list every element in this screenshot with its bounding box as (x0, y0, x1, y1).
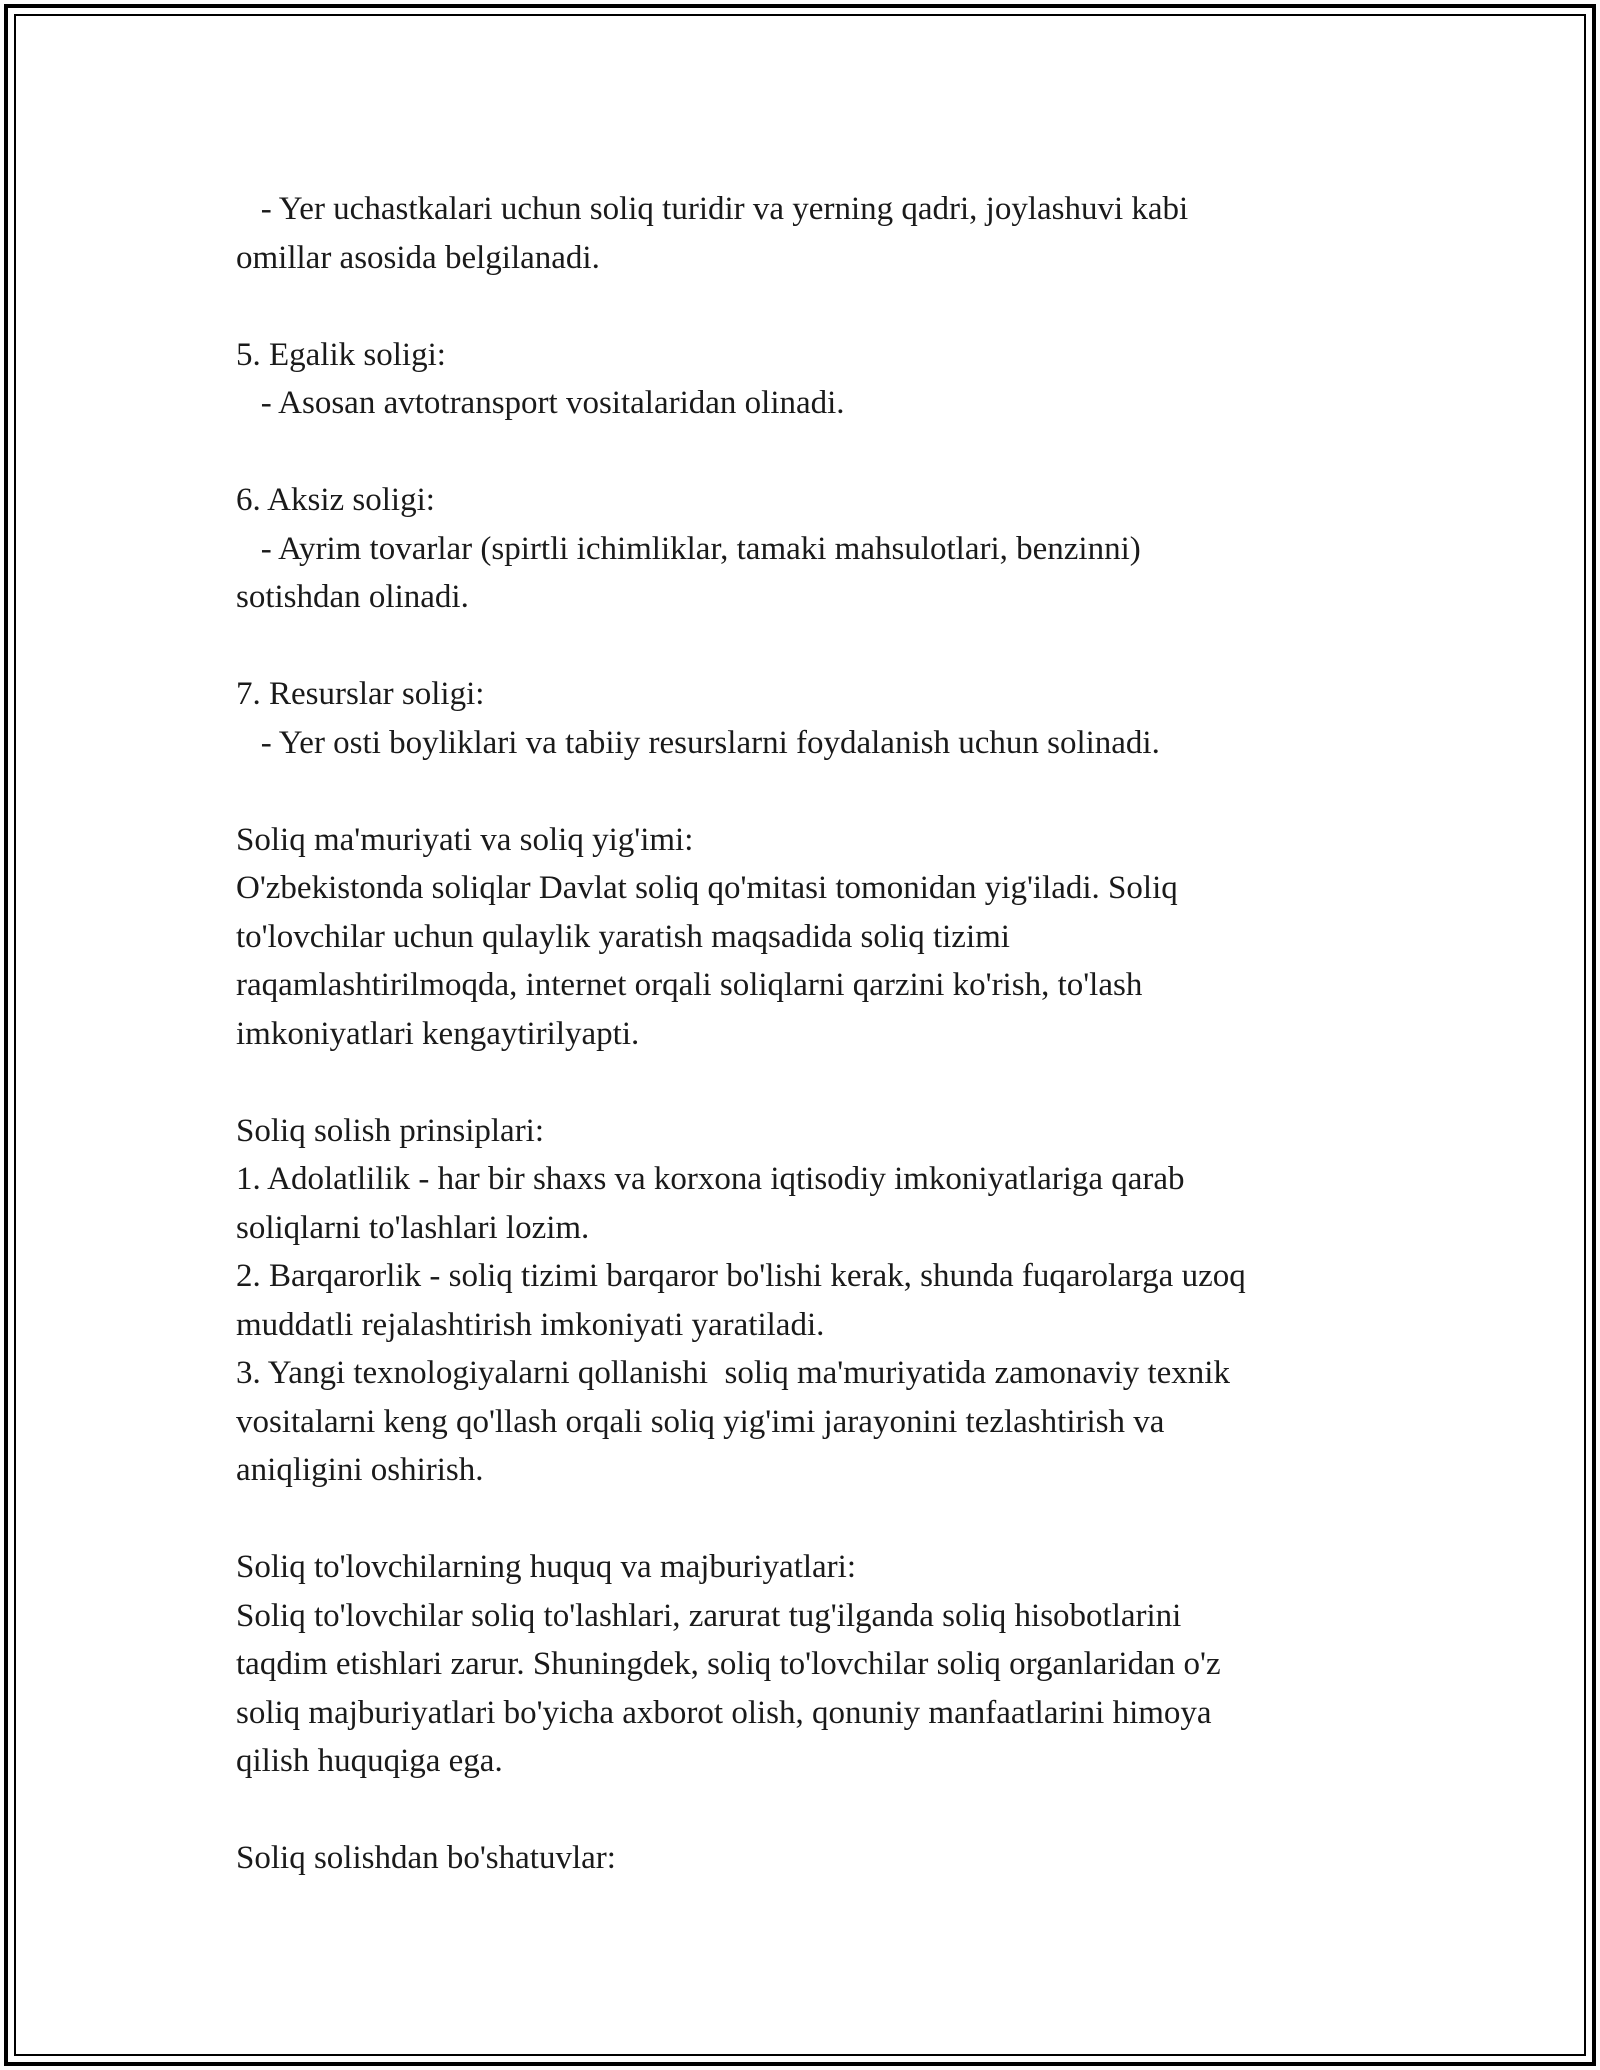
text-line: raqamlashtirilmoqda, internet orqali soliqlarni qarzini ko'rish, to'lash (236, 967, 1143, 1003)
text-line: - Asosan avtotransport vositalaridan olinadi. (236, 385, 845, 421)
section-heading: 5. Egalik soligi: (236, 336, 446, 373)
blank-line (236, 1786, 1386, 1835)
text-line: muddatli rejalashtirish imkoniyati yaratiladi. (236, 1306, 825, 1343)
text-line: 1. Adolatlilik - har bir shaxs va korxona iqtisodiy imkoniyatlariga qarab (236, 1161, 1185, 1197)
text-line: sotishdan olinadi. (236, 579, 469, 615)
text-line: 3. Yangi texnologiyalarni qollanishi soliq ma'muriyatida zamonaviy texnik (236, 1355, 1230, 1391)
text-line: imkoniyatlari kengaytirilyapti. (236, 1015, 640, 1052)
text-line: soliq majburiyatlari bo'yicha axborot olish, qonuniy manfaatlarini himoya (236, 1694, 1212, 1731)
text-line: - Yer osti boyliklari va tabiiy resurslarni foydalanish uchun solinadi. (236, 724, 1160, 761)
section-heading: Soliq solish prinsiplari: (236, 1112, 545, 1149)
blank-line (236, 1058, 1386, 1107)
section-heading: Soliq solishdan bo'shatuvlar: (236, 1840, 616, 1876)
section-heading: 7. Resurslar soligi: (236, 676, 485, 712)
text-line: aniqligini oshirish. (236, 1452, 484, 1488)
section-heading: 6. Aksiz soligi: (236, 482, 435, 518)
text-line: omillar asosida belgilanadi. (236, 239, 600, 276)
blank-line (236, 767, 1386, 816)
blank-line (236, 428, 1386, 477)
text-line: Soliq to'lovchilar soliq to'lashlari, zarurat tug'ilganda soliq hisobotlarini (236, 1597, 1182, 1634)
text-line: taqdim etishlari zarur. Shuningdek, soliq to'lovchilar soliq organlaridan o'z (236, 1646, 1221, 1682)
text-line: qilish huquqiga ega. (236, 1743, 503, 1779)
text-line: 2. Barqarorlik - soliq tizimi barqaror bo'lishi kerak, shunda fuqarolarga uzoq (236, 1258, 1246, 1294)
text-line: - Yer uchastkalari uchun soliq turidir va yerning qadri, joylashuvi kabi (236, 191, 1189, 227)
text-line: vositalarni keng qo'llash orqali soliq yig'imi jarayonini tezlashtirish va (236, 1403, 1165, 1440)
blank-line (236, 282, 1386, 331)
text-line: - Ayrim tovarlar (spirtli ichimliklar, tamaki mahsulotlari, benzinni) (236, 530, 1141, 567)
text-line: soliqlarni to'lashlari lozim. (236, 1209, 590, 1246)
text-line: to'lovchilar uchun qulaylik yaratish maqsadida soliq tizimi (236, 918, 1010, 955)
text-line: O'zbekistonda soliqlar Davlat soliq qo'mitasi tomonidan yig'iladi. Soliq (236, 870, 1178, 906)
document-text (236, 185, 1386, 1883)
blank-line (236, 1495, 1386, 1544)
section-heading: Soliq to'lovchilarning huquq va majburiyatlari: (236, 1549, 857, 1585)
section-heading: Soliq ma'muriyati va soliq yig'imi: (236, 821, 694, 858)
blank-line (236, 622, 1386, 671)
